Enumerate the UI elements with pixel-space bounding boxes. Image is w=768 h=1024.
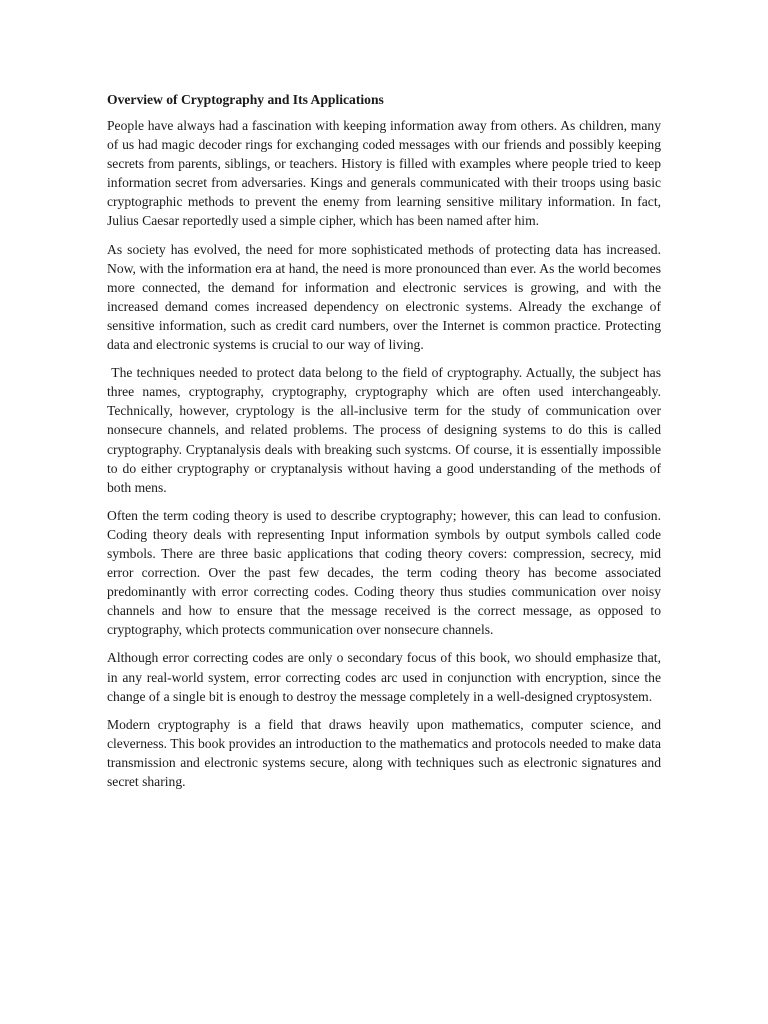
document-page (107, 90, 665, 800)
paragraph: Modern cryptography is a field that draws heavily upon mathematics, computer science, and cleverness. This book provides an introduction to the mathematics and protocols needed to make data transmission and electronic systems secure, along with techniques such as electronic signatures and secret sharing. (107, 716, 661, 789)
paragraph: Often the term coding theory is used to describe cryptography; however, this can lead to confusion. Coding theory deals with representing Input information symbols by output symbols called code symbols. There are three basic applications that coding theory covers: compression, secrecy, mid error correction. Over the past few decades, the term coding theory has become associated predominantly with error correcting codes. Coding theory thus studies communication over noisy channels and how to ensure that the message received is the correct message, as opposed to cryptography, which protects communication over nonsecure channels. (107, 507, 661, 638)
paragraph: The techniques needed to protect data belong to the field of cryptography. Actually, the subject has three names, cryptography, cryptography, cryptography which are often used interchangeably. Technically, however, cryptology is the all-inclusive term for the study of communication over nonsecure channels, and related problems. The process of designing systems to do this is called cryptography. Cryptanalysis deals with breaking such systcms. Of course, it is essentially impossible to do either cryptography or cryptanalysis without having a good understanding of the methods of both mens. (107, 365, 665, 495)
document-title: Overview of Cryptography and Its Applications (107, 92, 384, 107)
paragraph: As society has evolved, the need for more sophisticated methods of protecting data has increased. Now, with the information era at hand, the need is more pronounced than ever. As the world becomes more connected, the demand for information and electronic services is growing, and with the increased demand comes increased dependency on electronic systems. Already the exchange of sensitive information, such as credit card numbers, over the Internet is common practice. Protecting data and electronic systems is crucial to our way of living. (107, 241, 661, 353)
paragraph: Although error correcting codes are only o secondary focus of this book, wo should emphasize that, in any real-world system, error correcting codes arc used in conjunction with encryption, since the change of a single bit is enough to destroy the message completely in a well-designed cryptosystem. (107, 650, 661, 704)
paragraph: People have always had a fascination with keeping information away from others. As children, many of us had magic decoder rings for exchanging coded messages with our friends and possibly keeping secrets from parents, siblings, or teachers. History is filled with examples where people tried to keep information secret from adversaries. Kings and generals communicated with their troops using basic cryptographic methods to prevent the enemy from learning sensitive military information. In fact, Julius Caesar reportedly used a simple cipher, which has been named after him. (107, 118, 661, 229)
